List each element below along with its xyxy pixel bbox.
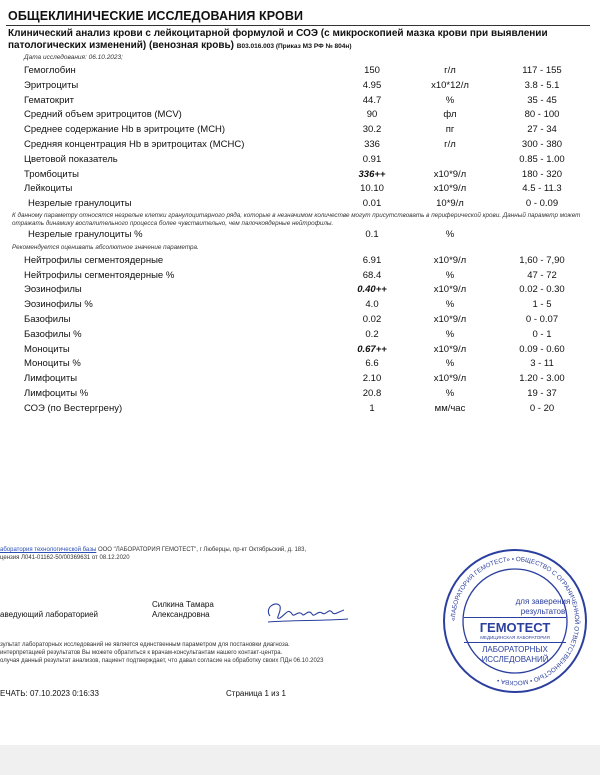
reference-range: 0.02 - 0.30 [519, 284, 565, 296]
parameter-name: Лимфоциты % [24, 387, 89, 399]
table-row [0, 402, 600, 417]
page-number: Страница 1 из 1 [226, 689, 286, 698]
table-row [0, 94, 600, 109]
table-row [0, 168, 600, 183]
parameter-value: 90 [366, 109, 378, 121]
table-row [0, 138, 600, 153]
parameter-unit: г/л [444, 138, 456, 150]
parameter-unit: x10*9/л [433, 343, 467, 355]
parameter-name: Нейтрофилы сегментоядерные [24, 254, 164, 266]
parameter-name: Гемоглобин [24, 65, 76, 76]
parameter-unit: 10*9/л [436, 198, 464, 210]
parameter-name: Лейкоциты [24, 183, 73, 195]
parameter-unit: x10*9/л [433, 254, 467, 266]
lab-base-link[interactable]: аборатория технологической базы [0, 547, 97, 553]
reference-range: 3.8 - 5.1 [524, 79, 560, 91]
reference-range: 4.5 - 11.3 [522, 183, 562, 195]
stamp-brand: ГЕМОТЕСТ [479, 620, 551, 635]
parameter-unit: % [445, 228, 455, 240]
parameter-unit: фл [443, 109, 457, 121]
parameter-unit: % [445, 387, 455, 399]
reference-range: 0 - 1 [532, 328, 552, 340]
reference-range: 80 - 100 [524, 109, 560, 121]
table-row [0, 182, 600, 197]
reference-range: 300 - 380 [521, 138, 563, 150]
reference-range: 180 - 320 [521, 168, 563, 180]
head-name-line-1: Силкина Тамара [152, 600, 214, 609]
parameter-value: 0.01 [362, 198, 382, 210]
parameter-name: Моноциты % [24, 358, 81, 370]
test-description [8, 28, 588, 53]
table-row [0, 108, 600, 123]
parameter-name: Эозинофилы % [24, 299, 93, 311]
test-code: B03.016.003 (Приказ МЗ РФ № 804н) [236, 43, 352, 50]
parameter-name: СОЭ (по Вестергрену) [24, 402, 123, 414]
parameter-value: 0.40++ [357, 284, 387, 296]
reference-range: 0 - 0.09 [525, 198, 559, 210]
parameter-unit: пг [445, 124, 455, 136]
reference-range: 0 - 20 [529, 402, 555, 414]
results-block-1 [0, 64, 600, 212]
stamp-ring-text: «ЛАБОРАТОРИЯ ГЕМОТЕСТ» • ОБЩЕСТВО С ОГРАНИЧЕННОЙ ОТВЕТСТВЕННОСТЬЮ • МОСКВА • [449, 555, 581, 687]
parameter-value: 4.0 [365, 299, 379, 311]
parameter-unit: x10*12/л [431, 79, 469, 91]
parameter-value: 0.67++ [357, 343, 387, 355]
parameter-name: Эозинофилы [24, 284, 82, 296]
parameter-unit: % [445, 299, 455, 311]
parameter-value: 68.4 [362, 269, 382, 281]
table-row [0, 387, 600, 402]
table-row [0, 228, 600, 243]
parameter-name: Тромбоциты [24, 168, 79, 180]
parameter-name: Эритроциты [24, 79, 79, 91]
parameter-name: Средний объем эритроцитов (MCV) [24, 109, 182, 121]
table-row [0, 357, 600, 372]
disclaimer [0, 641, 323, 665]
table-row [0, 313, 600, 328]
parameter-value: 44.7 [362, 94, 382, 106]
parameter-value: 4.95 [362, 79, 382, 91]
absolute-value-note: Рекомендуется оценивать абсолютное значение параметра. [12, 243, 199, 251]
disclaimer-line-3: олучая данный результат анализов, пациент подтверждает, что давал согласие на обработку своих ПДн 06.10.2023 [0, 658, 324, 664]
table-row [0, 197, 600, 212]
parameter-value: 20.8 [362, 387, 382, 399]
table-row [0, 343, 600, 358]
lab-stamp [440, 546, 590, 696]
reference-range: 27 - 34 [527, 124, 557, 136]
parameter-unit: x10*9/л [433, 168, 467, 180]
study-date: Дата исследования: 06.10.2023; [24, 54, 123, 61]
table-row [0, 153, 600, 168]
table-row [0, 123, 600, 138]
parameter-value: 2.10 [362, 373, 382, 385]
disclaimer-line-2: интерпретацией результатов Вы можете обратиться к врачам-консультантам нашего контакт-центра. [0, 650, 283, 656]
parameter-name: Среднее содержание Hb в эритроците (MCH) [24, 124, 226, 136]
parameter-unit: % [445, 358, 455, 370]
title-divider [6, 25, 590, 26]
parameter-unit: % [445, 269, 455, 281]
reference-range: 1 - 5 [532, 299, 552, 311]
parameter-value: 6.6 [365, 358, 379, 370]
parameter-value: 0.1 [365, 228, 379, 240]
table-row [0, 79, 600, 94]
lab-info [0, 546, 306, 562]
parameter-value: 150 [364, 65, 380, 76]
stamp-top-line-1: для заверения [515, 597, 571, 606]
parameter-name: Незрелые гранулоциты [28, 198, 132, 210]
reference-range: 0.09 - 0.60 [519, 343, 565, 355]
parameter-unit: x10*9/л [433, 373, 467, 385]
stamp-top-line-2: результатов [520, 607, 566, 616]
parameter-name: Лимфоциты [24, 373, 78, 385]
parameter-value: 30.2 [362, 124, 382, 136]
table-row [0, 269, 600, 284]
parameter-value: 10.10 [360, 183, 384, 195]
head-of-lab-role: аведующий лабораторией [0, 610, 99, 619]
reference-range: 35 - 45 [527, 94, 557, 106]
stamp-bottom-line-2: ИССЛЕДОВАНИЙ [481, 655, 549, 664]
parameter-name: Нейтрофилы сегментоядерные % [24, 269, 175, 281]
table-row [0, 254, 600, 269]
parameter-unit: x10*9/л [433, 313, 467, 325]
reference-range: 0 - 0.07 [525, 313, 559, 325]
reference-range: 117 - 155 [522, 65, 562, 76]
immature-granulocytes-note: К данному параметру относятся незрелые клетки гранулоцитарного ряда, которые в незначимом количестве могут присутствовать в периферической крови. Данный параметр может отражать динамику воспалительного процесса более чувствительно, чем палочкоядерные нейтрофилы. [12, 211, 581, 227]
parameter-value: 0.2 [365, 328, 379, 340]
head-name-line-2: Александровна [152, 610, 210, 619]
parameter-value: 0.91 [362, 153, 382, 165]
table-row [0, 298, 600, 313]
parameter-name: Цветовой показатель [24, 153, 118, 165]
disclaimer-line-1: зультат лабораторных исследований не является единственным параметром для постановки диагноза. [0, 642, 290, 648]
parameter-value: 336 [364, 138, 380, 150]
signature-image [262, 594, 352, 628]
parameter-name: Гематокрит [24, 94, 75, 106]
parameter-name: Моноциты [24, 343, 70, 355]
parameter-value: 0.02 [362, 313, 382, 325]
parameter-unit: % [445, 94, 455, 106]
print-timestamp: ЕЧАТЬ: 07.10.2023 0:16:33 [0, 689, 99, 698]
parameter-name: Средняя концентрация Hb в эритроцитах (MCHC) [24, 138, 245, 150]
parameter-value: 6.91 [362, 254, 382, 266]
table-row [0, 328, 600, 343]
lab-address: ООО "ЛАБОРАТОРИЯ ГЕМОТЕСТ", г Люберцы, пр-кт Октябрьский, д. 183, [96, 547, 307, 553]
table-row [0, 283, 600, 298]
reference-range: 0.85 - 1.00 [519, 153, 565, 165]
stamp-bottom-line-1: ЛАБОРАТОРНЫХ [482, 645, 548, 654]
parameter-unit: x10*9/л [433, 284, 467, 296]
test-name: Клинический анализ крови с лейкоцитарной формулой и СОЭ (с микроскопией мазка крови при выявлении патологических изменений) (венозная кровь) [8, 28, 548, 51]
head-of-lab-name [152, 600, 214, 620]
stamp-brand-sub: МЕДИЦИНСКАЯ ЛАБОРАТОРИЯ [480, 635, 550, 640]
table-row [0, 64, 600, 79]
report-title: ОБЩЕКЛИНИЧЕСКИЕ ИССЛЕДОВАНИЯ КРОВИ [8, 9, 304, 23]
parameter-unit: % [445, 328, 455, 340]
parameter-name: Базофилы % [24, 328, 82, 340]
parameter-unit: г/л [444, 65, 456, 76]
reference-range: 1,60 - 7,90 [519, 254, 565, 266]
parameter-name: Базофилы [24, 313, 71, 325]
parameter-value: 1 [369, 402, 375, 414]
parameter-value: 336++ [358, 168, 386, 180]
parameter-unit: мм/час [434, 402, 466, 414]
reference-range: 1.20 - 3.00 [519, 373, 565, 385]
reference-range: 47 - 72 [527, 269, 557, 281]
license: цензия Л041-01162-50/00369631 от 08.12.2020 [0, 555, 130, 561]
parameter-unit: x10*9/л [433, 183, 467, 195]
results-table [0, 64, 600, 417]
table-row [0, 372, 600, 387]
reference-range: 19 - 37 [527, 387, 557, 399]
report-footer [0, 538, 600, 738]
reference-range: 3 - 11 [530, 358, 554, 370]
results-block-2 [0, 254, 600, 417]
parameter-name: Незрелые гранулоциты % [28, 228, 143, 240]
